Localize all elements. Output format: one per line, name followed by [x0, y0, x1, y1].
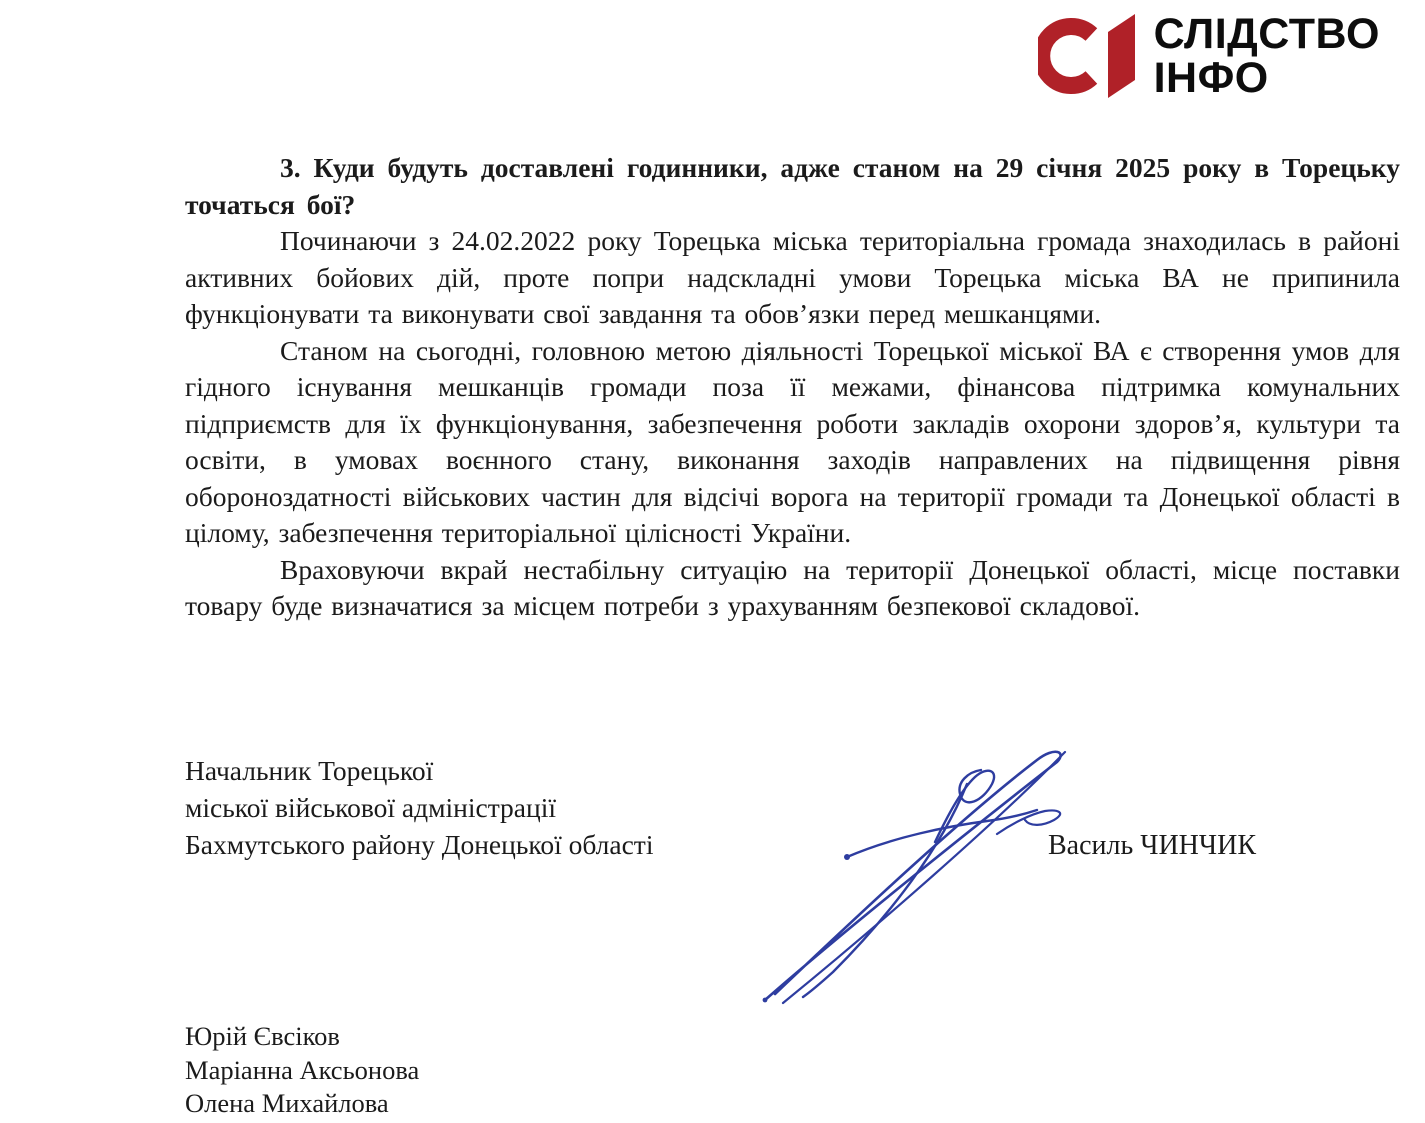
signatory-name: Василь ЧИНЧИК: [1048, 830, 1256, 861]
logo-wordmark-line1: СЛІДСТВО: [1153, 10, 1380, 58]
footer-name-1: Юрій Євсіков: [185, 1021, 340, 1051]
footer-names: [185, 1020, 419, 1121]
signatory-title-line2: міської військової адміністрації: [185, 792, 556, 823]
paragraph-3: Враховуючи вкрай нестабільну ситуацію на території Донецької області, місце поставки товару буде визначатися за місцем потреби з урахуванням безпекової складової.: [185, 553, 1400, 621]
signatory-title-line3: Бахмутського району Донецької області: [185, 829, 654, 860]
letter-body: [185, 150, 1400, 625]
handwritten-signature: [735, 722, 1080, 1022]
footer-name-2: Маріанна Аксьонова: [185, 1054, 420, 1085]
logo-wordmark-line2: ІНФО: [1153, 54, 1269, 102]
slidstvo-info-logo: [1038, 10, 1380, 102]
footer-name-3: Олена Михайлова: [185, 1088, 389, 1118]
paragraph-2: Станом на сьогодні, головною метою діяльності Торецької міської ВА є створення умов для гідного існування мешканців громади поза її межами, фінансова підтримка комунальних підприємств для їх функціонування, забезпечення роботи закладів охорони здоров’я, культури та освіти, в умовах воєнного стану, виконання заходів направлених на підвищення рівня обороноздатності військових частин для відсічі ворога на території громади та Донецької області в цілому, забезпечення територіальної цілісності України.: [185, 334, 1400, 548]
question-heading: 3. Куди будуть доставлені годинники, адже станом на 29 січня 2025 року в Торецьку точаться бої?: [185, 152, 1400, 220]
paragraph-1: Починаючи з 24.02.2022 року Торецька міська територіальна громада знаходилась в районі активних бойових дій, проте попри надскладні умови Торецька міська ВА не припинила функціонувати та виконувати свої завдання та обов’язки перед мешканцями.: [185, 225, 1400, 329]
signatory-title-line1: Начальник Торецької: [185, 755, 434, 786]
slidstvo-info-logo-icon: [1038, 10, 1142, 102]
logo-wordmark: [1154, 12, 1380, 100]
signatory-title: [185, 752, 653, 863]
